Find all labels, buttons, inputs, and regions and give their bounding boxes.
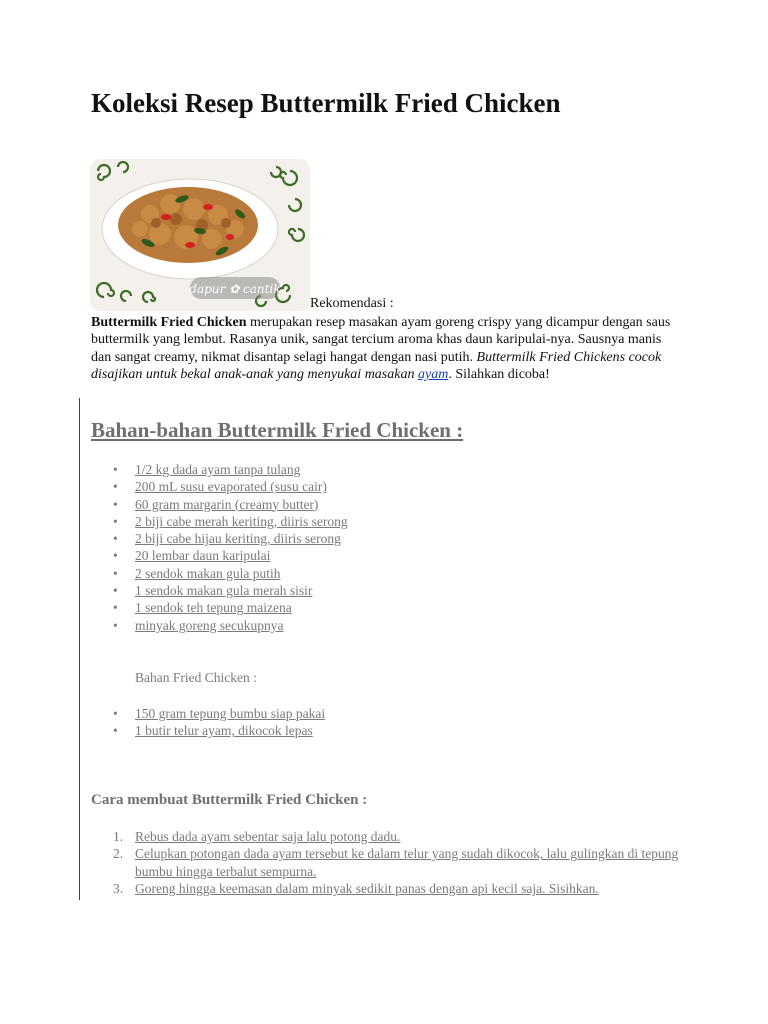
fried-chicken-subheading: Bahan Fried Chicken : [135,670,257,685]
bahan-heading: Bahan-bahan Buttermilk Fried Chicken : [91,418,464,442]
bullet-icon: • [113,462,118,477]
bullet-icon: • [113,548,118,564]
page-title: Koleksi Resep Buttermilk Fried Chicken [91,88,561,118]
list-item [91,582,348,599]
ingredients-list [91,461,348,634]
list-item [91,547,348,564]
bullet-icon: • [113,565,118,581]
steps-list [91,828,691,898]
cara-heading: Cara membuat Buttermilk Fried Chicken : [91,792,368,808]
list-item [91,478,348,495]
list-item [91,496,348,513]
step-item [91,880,691,897]
svg-text:dapur ✿ cantik: dapur ✿ cantik [189,282,281,296]
intro-italic-text: Buttermilk Fried Chickens cocok disajikan untuk bekal anak-anak yang menyukai masakan [91,349,662,383]
list-item [91,705,325,722]
ingredient-text: 200 mL susu evaporated (susu cair) [135,479,327,495]
ingredient-text: 20 lembar daun karipulai [135,548,271,564]
list-item [91,722,325,739]
ingredient-text: minyak goreng secukupnya [135,617,284,633]
step-text: Celupkan potongan dada ayam tersebut ke dalam telur yang sudah dikocok, lalu gulingkan di tepung bumbu hingga terbalut sempurna. [135,846,679,879]
ingredient-text: 60 gram margarin (creamy butter) [135,496,319,512]
ingredient-text: 2 sendok makan gula putih [135,565,281,581]
intro-text-2: . Silahkan dicoba! [448,367,550,383]
left-margin-rule [79,398,80,900]
bullet-icon: • [113,496,118,512]
ingredient-text: 1 butir telur ayam, dikocok lepas [135,723,313,739]
list-item [91,513,348,530]
intro-recipe-name: Buttermilk Fried Chicken [91,315,247,330]
recipe-photo [90,159,310,311]
ayam-link[interactable]: ayam [417,367,449,383]
bullet-icon: • [113,723,118,739]
ingredient-text: 2 biji cabe merah keriting, diiris serong [135,513,348,529]
step-item [91,828,691,845]
bullet-icon: • [113,513,118,529]
step-number: 2. [113,846,124,862]
bullet-icon: • [113,583,118,599]
bullet-icon: • [113,706,118,721]
ingredient-text: 1/2 kg dada ayam tanpa tulang [135,462,301,477]
step-item [91,845,691,880]
ingredient-text: 1 sendok teh tepung maizena [135,600,292,616]
fried-ingredients-list [91,705,325,740]
list-item [91,617,348,634]
intro-paragraph [91,314,671,384]
rekomendasi-label: Rekomendasi : [310,296,394,311]
step-text: Goreng hingga keemasan dalam minyak sedikit panas dengan api kecil saja. Sisihkan. [135,881,599,897]
step-number: 1. [113,829,124,844]
ingredient-text: 1 sendok makan gula merah sisir [135,583,313,599]
list-item [91,461,348,478]
list-item [91,599,348,616]
bullet-icon: • [113,600,118,616]
bullet-icon: • [113,479,118,495]
ingredient-text: 2 biji cabe hijau keriting, diiris serong [135,531,341,547]
list-item [91,530,348,547]
ingredient-text: 150 gram tepung bumbu siap pakai [135,706,326,721]
step-number: 3. [113,881,124,897]
intro-text-1: merupakan resep masakan ayam goreng crispy yang dicampur dengan saus buttermilk yang lembut. Rasanya unik, sangat tercium aroma khas daun karipulai-nya. Sausnya manis dan sangat creamy, nikmat disantap selagi hangat dengan nasi putih. [91,315,671,365]
bullet-icon: • [113,617,118,633]
list-item [91,565,348,582]
step-text: Rebus dada ayam sebentar saja lalu potong dadu. [135,829,401,844]
bullet-icon: • [113,531,118,547]
